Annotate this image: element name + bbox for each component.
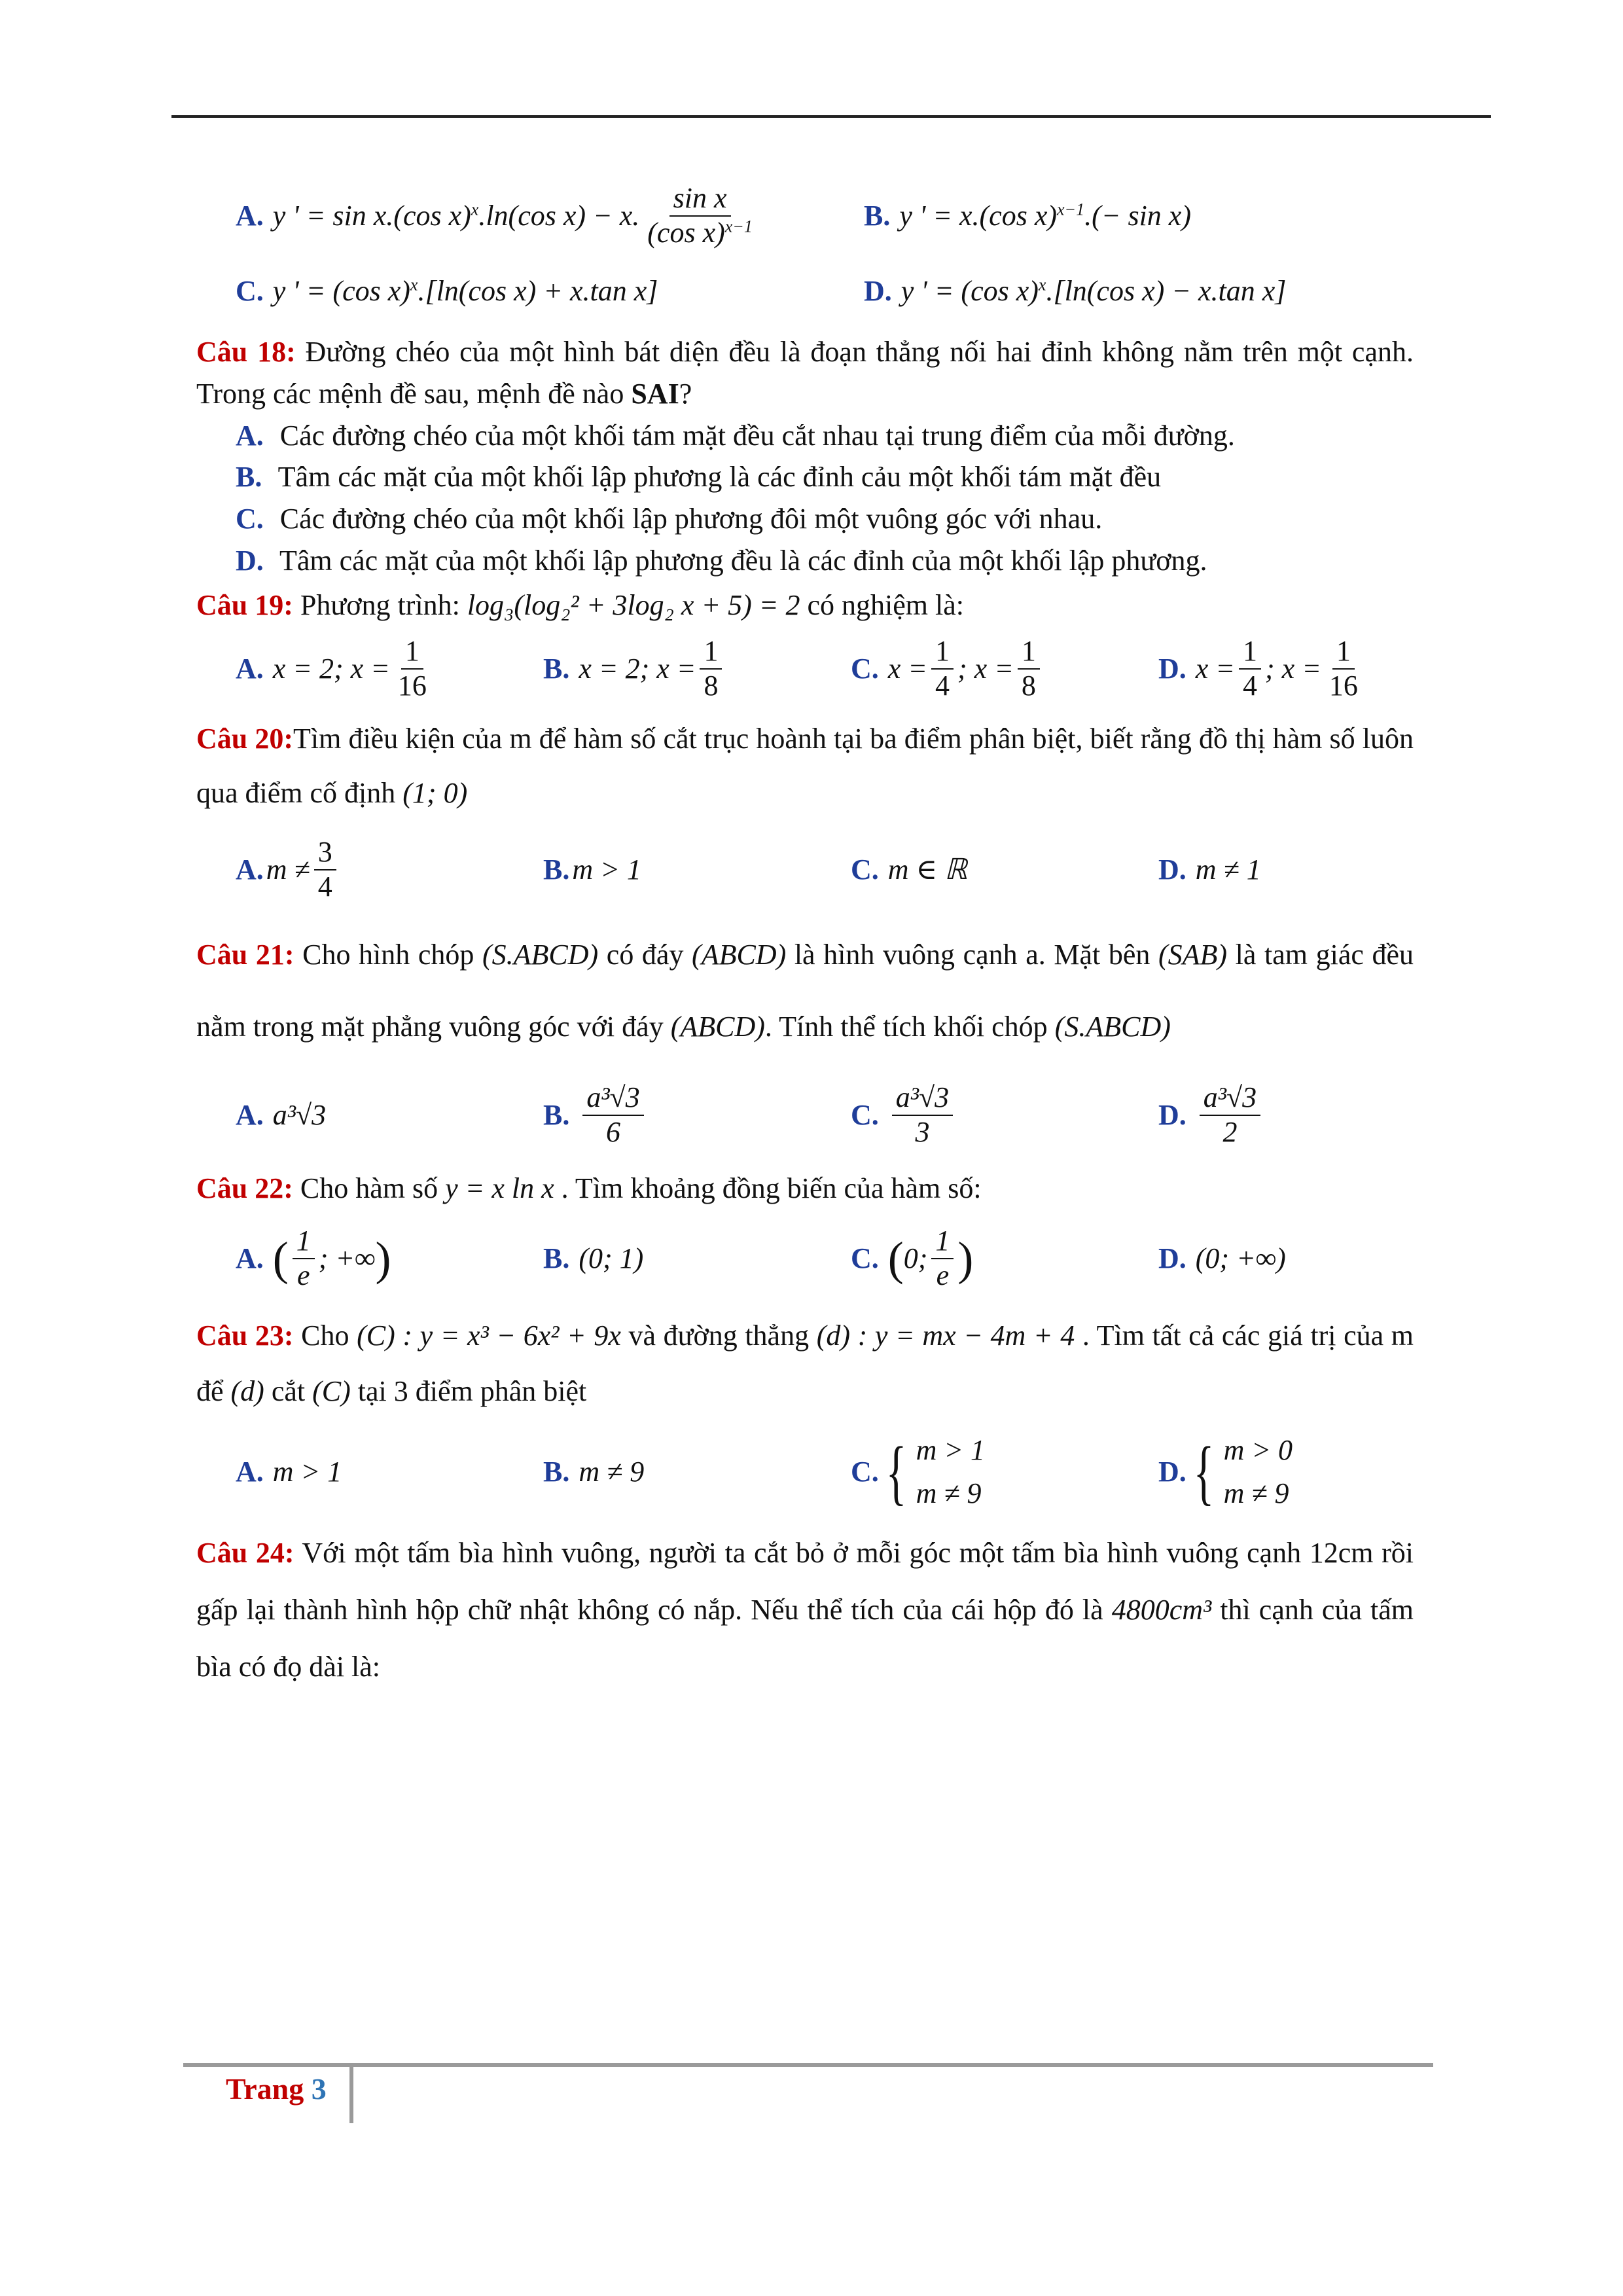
question-text: là tam giác đều nằm trong mặt phẳng vuông góc với đáy xyxy=(196,938,1414,1043)
condition: m > 0 xyxy=(1223,1434,1293,1467)
option-label: B. xyxy=(543,652,570,685)
q23-options xyxy=(236,1420,1414,1524)
numerator: 1 xyxy=(401,635,423,670)
fraction xyxy=(892,1081,953,1149)
option-text: Tâm các mặt của một khối lập phương đều là các đỉnh của một khối lập phương. xyxy=(272,544,1207,577)
q17-option-b[interactable] xyxy=(864,195,1191,237)
option-text: Các đường chéo của một khối lập phương đôi một vuông góc với nhau. xyxy=(272,503,1103,535)
denominator: 4 xyxy=(935,669,950,702)
superscript: x−1 xyxy=(724,217,753,236)
math: 4800cm³ xyxy=(1111,1594,1212,1626)
question-text: Cho xyxy=(293,1319,357,1352)
q17-row-cd xyxy=(236,255,1414,327)
question-text: thì cạnh của tấm bìa có đọ dài là: xyxy=(196,1594,1414,1683)
question-text: Cho hình chóp xyxy=(294,938,482,971)
q20-option-b[interactable] xyxy=(543,849,851,891)
numerator: 1 xyxy=(1239,635,1261,670)
option-label: D. xyxy=(1158,853,1186,886)
option-label: B. xyxy=(864,200,891,232)
q21-option-c[interactable] xyxy=(851,1081,1158,1149)
numerator: sin x xyxy=(669,182,731,217)
option-text: Các đường chéo của một khối tám mặt đều cắt nhau tại trung điểm của mỗi đường. xyxy=(272,419,1235,452)
equation: log₃(log₂² + 3log₂ x + 5) = 2 xyxy=(467,588,800,621)
numerator: 1 xyxy=(1018,635,1040,670)
brace: { xyxy=(885,1432,907,1513)
question-18 xyxy=(196,331,1414,415)
option-label: B. xyxy=(543,1242,570,1274)
option-label: C. xyxy=(236,275,264,308)
q19-option-b[interactable] xyxy=(543,635,851,702)
math: (SAB) xyxy=(1158,938,1228,971)
q23-option-a[interactable] xyxy=(236,1451,543,1493)
option-label: A. xyxy=(236,1098,264,1131)
q22-option-a[interactable] xyxy=(236,1225,543,1292)
option-label: B. xyxy=(543,1098,570,1131)
numerator: a³√3 xyxy=(1200,1081,1260,1116)
denominator: 8 xyxy=(1021,669,1036,702)
expr: y ' = (cos x) xyxy=(272,275,410,308)
question-text: cắt xyxy=(264,1375,313,1408)
emphasis: SAI xyxy=(631,377,679,410)
expr: m ∈ ℝ xyxy=(887,853,967,886)
fraction xyxy=(582,1081,643,1149)
question-23 xyxy=(196,1308,1414,1420)
q22-options xyxy=(236,1210,1414,1308)
q18-option-c[interactable] xyxy=(236,498,1414,540)
expr: .[ln(cos x) + x.tan x] xyxy=(418,275,658,308)
question-label: Câu 21: xyxy=(196,938,294,971)
question-20 xyxy=(196,711,1414,821)
math: y = x ln x xyxy=(445,1172,554,1204)
option-label: D. xyxy=(1158,1456,1186,1488)
denominator: 4 xyxy=(1243,669,1258,702)
numerator: a³√3 xyxy=(892,1081,953,1116)
option-label: C. xyxy=(851,1456,879,1488)
superscript: x xyxy=(471,200,479,219)
expr: (0; 1) xyxy=(579,1242,644,1274)
option-label: D. xyxy=(864,275,892,308)
denominator: 6 xyxy=(606,1115,621,1148)
q21-option-a[interactable] xyxy=(236,1094,543,1136)
question-text: . Tìm khoảng đồng biến của hàm số: xyxy=(554,1172,982,1204)
option-label: C. xyxy=(236,503,264,535)
numerator: 1 xyxy=(1332,635,1355,670)
superscript: x−1 xyxy=(1057,200,1085,219)
expr: y ' = (cos x) xyxy=(901,275,1039,308)
q22-option-b[interactable] xyxy=(543,1238,851,1280)
system-of-conditions xyxy=(879,1429,985,1515)
question-label: Câu 23: xyxy=(196,1319,294,1352)
footer-rule xyxy=(183,2063,1433,2067)
fraction xyxy=(293,1225,315,1292)
option-label: A. xyxy=(236,200,264,232)
question-text: . Tính thể tích khối chóp xyxy=(764,1010,1055,1043)
condition: m ≠ 9 xyxy=(1223,1477,1289,1510)
q19-option-a[interactable] xyxy=(236,635,543,702)
question-text: Với một tấm bìa hình vuông, người ta cắt bỏ ở mỗi góc một tấm bìa hình vuông cạnh 12cm rồi gấp lại thành hình hộp chữ nhật không có nắp. Nếu thể tích của cái hộp đó là xyxy=(196,1537,1414,1626)
option-label: D. xyxy=(1158,1098,1186,1131)
numerator: 1 xyxy=(700,635,722,670)
option-label: A. xyxy=(236,853,264,886)
option-label: C. xyxy=(851,1098,879,1131)
fraction xyxy=(1239,635,1261,702)
question-text: Cho hàm số xyxy=(293,1172,446,1204)
math: (d) xyxy=(230,1375,264,1408)
superscript: x xyxy=(410,275,418,295)
option-label: A. xyxy=(236,1242,264,1274)
fraction xyxy=(931,635,954,702)
denominator: 16 xyxy=(1329,669,1358,702)
q21-options xyxy=(236,1063,1414,1168)
q18-option-b[interactable] xyxy=(236,456,1414,498)
q23-option-c[interactable] xyxy=(851,1429,1158,1515)
fraction xyxy=(394,635,431,702)
numerator: 1 xyxy=(931,1225,954,1259)
denominator: 16 xyxy=(397,669,427,702)
fraction xyxy=(1325,635,1362,702)
q18-option-d[interactable] xyxy=(236,540,1414,582)
header-rule xyxy=(171,115,1491,118)
condition: m > 1 xyxy=(916,1434,986,1467)
expr: m ≠ 1 xyxy=(1195,853,1261,886)
q17-option-d[interactable] xyxy=(864,270,1286,312)
fraction xyxy=(700,635,722,702)
expr: m ≠ xyxy=(266,853,310,886)
expr: x = 2; x = xyxy=(272,652,390,685)
right-paren: ) xyxy=(375,1232,391,1285)
math: (ABCD) xyxy=(692,938,787,971)
brace: { xyxy=(1193,1432,1215,1513)
expr: x = 2; x = xyxy=(579,652,696,685)
footer-divider xyxy=(349,2067,353,2123)
question-text: là hình vuông cạnh a. Mặt bên xyxy=(786,938,1158,971)
numerator: a³√3 xyxy=(582,1081,643,1116)
question-21 xyxy=(196,919,1414,1063)
math: (S.ABCD) xyxy=(1054,1010,1171,1043)
equation: (1; 0) xyxy=(402,777,468,810)
question-text: . Tìm tất cả các giá trị của m để xyxy=(196,1319,1414,1408)
question-label: Câu 20: xyxy=(196,722,294,755)
option-label: A. xyxy=(236,652,264,685)
right-paren: ) xyxy=(957,1232,974,1285)
q19-options xyxy=(236,626,1414,711)
fraction xyxy=(1200,1081,1260,1149)
denominator: (cos x) xyxy=(647,217,725,249)
expr: m > 1 xyxy=(272,1456,342,1488)
option-label: D. xyxy=(236,544,264,577)
q17-option-c[interactable] xyxy=(236,270,864,312)
numerator: 3 xyxy=(314,836,336,870)
option-label: D. xyxy=(1158,1242,1186,1274)
denominator: e xyxy=(936,1259,950,1291)
math: (C) xyxy=(312,1375,351,1408)
denominator: 4 xyxy=(317,870,332,903)
q20-option-d[interactable] xyxy=(1158,849,1261,891)
expr: 0; xyxy=(903,1242,928,1274)
page-label: Trang xyxy=(226,2072,304,2106)
expr: m > 1 xyxy=(572,853,641,886)
fraction xyxy=(931,1225,954,1292)
expr: .ln(cos x) − x. xyxy=(478,200,640,232)
option-label: B. xyxy=(236,461,262,493)
numerator: 1 xyxy=(293,1225,315,1259)
question-text: Tìm điều kiện của m để hàm số cắt trục hoành tại ba điểm phân biệt, biết rằng đồ thị hàm số luôn qua điểm cố định xyxy=(196,722,1414,810)
expr: ; x = xyxy=(1265,652,1321,685)
question-text: và đường thẳng xyxy=(620,1319,817,1352)
q18-option-a[interactable] xyxy=(236,415,1414,457)
question-text: Đường chéo của một hình bát diện đều là đoạn thẳng nối hai đỉnh không nằm trên một cạnh. Trong các mệnh đề sau, mệnh đề nào xyxy=(196,336,1414,410)
expr: y ' = sin x.(cos x) xyxy=(272,200,471,232)
option-label: B. xyxy=(543,1456,570,1488)
q21-option-d[interactable] xyxy=(1158,1081,1264,1149)
question-label: Câu 18: xyxy=(196,336,296,368)
q17-row-ab xyxy=(236,177,1414,255)
q22-option-d[interactable] xyxy=(1158,1238,1286,1280)
condition: m ≠ 9 xyxy=(916,1477,982,1510)
question-label: Câu 19: xyxy=(196,588,293,621)
option-label: A. xyxy=(236,1456,264,1488)
question-text: Phương trình: xyxy=(293,588,467,621)
fraction xyxy=(314,836,336,903)
option-label: C. xyxy=(851,853,879,886)
question-19 xyxy=(196,584,1414,626)
expr: .[ln(cos x) − x.tan x] xyxy=(1046,275,1287,308)
denominator: 2 xyxy=(1222,1115,1238,1148)
option-text: Tâm các mặt của một khối lập phương là các đỉnh cảu một khối tám mặt đều xyxy=(271,461,1162,493)
question-24 xyxy=(196,1524,1414,1695)
question-text: tại 3 điểm phân biệt xyxy=(350,1375,587,1408)
q23-option-d[interactable] xyxy=(1158,1429,1293,1515)
expr: m ≠ 9 xyxy=(579,1456,645,1488)
q23-option-b[interactable] xyxy=(543,1451,851,1493)
math: (C) : y = x³ − 6x² + 9x xyxy=(357,1319,621,1352)
left-paren: ( xyxy=(887,1232,904,1285)
numerator: 1 xyxy=(931,635,954,670)
question-label: Câu 24: xyxy=(196,1537,294,1570)
math: (d) : y = mx − 4m + 4 xyxy=(816,1319,1075,1352)
option-label: C. xyxy=(851,1242,879,1274)
denominator: e xyxy=(297,1259,310,1291)
q19-option-d[interactable] xyxy=(1158,635,1366,702)
expr: x = xyxy=(887,652,928,685)
system-of-conditions xyxy=(1186,1429,1293,1515)
page-number xyxy=(226,2072,327,2106)
fraction xyxy=(1018,635,1040,702)
math: (S.ABCD) xyxy=(482,938,599,971)
page-number-value: 3 xyxy=(311,2072,327,2106)
q22-option-c[interactable] xyxy=(851,1225,1158,1292)
expr: x = xyxy=(1195,652,1236,685)
option-label: A. xyxy=(236,419,264,452)
q20-options xyxy=(236,821,1414,919)
math: (ABCD) xyxy=(670,1010,765,1043)
page-content xyxy=(196,177,1414,1695)
superscript: x xyxy=(1038,275,1046,295)
option-label: B. xyxy=(543,853,570,886)
denominator: 3 xyxy=(915,1115,930,1148)
option-label: C. xyxy=(851,652,879,685)
question-label: Câu 22: xyxy=(196,1172,293,1204)
question-text: ? xyxy=(679,377,692,410)
denominator: 8 xyxy=(704,669,719,702)
question-text: có đáy xyxy=(598,938,692,971)
q17-option-a[interactable] xyxy=(236,182,864,249)
question-22 xyxy=(196,1168,1414,1210)
expr: a³√3 xyxy=(272,1098,327,1131)
fraction xyxy=(643,182,757,249)
q20-option-c[interactable] xyxy=(851,849,1158,891)
q21-option-b[interactable] xyxy=(543,1081,851,1149)
expr: ; x = xyxy=(957,652,1014,685)
q19-option-c[interactable] xyxy=(851,635,1158,702)
q20-option-a[interactable] xyxy=(236,836,543,903)
expr: (0; +∞) xyxy=(1195,1242,1286,1274)
expr: y ' = x.(cos x) xyxy=(899,200,1058,232)
expr: .(− sin x) xyxy=(1084,200,1191,232)
question-text: có nghiệm là: xyxy=(800,588,964,621)
expr: ; +∞ xyxy=(318,1242,376,1274)
option-label: D. xyxy=(1158,652,1186,685)
left-paren: ( xyxy=(272,1232,289,1285)
